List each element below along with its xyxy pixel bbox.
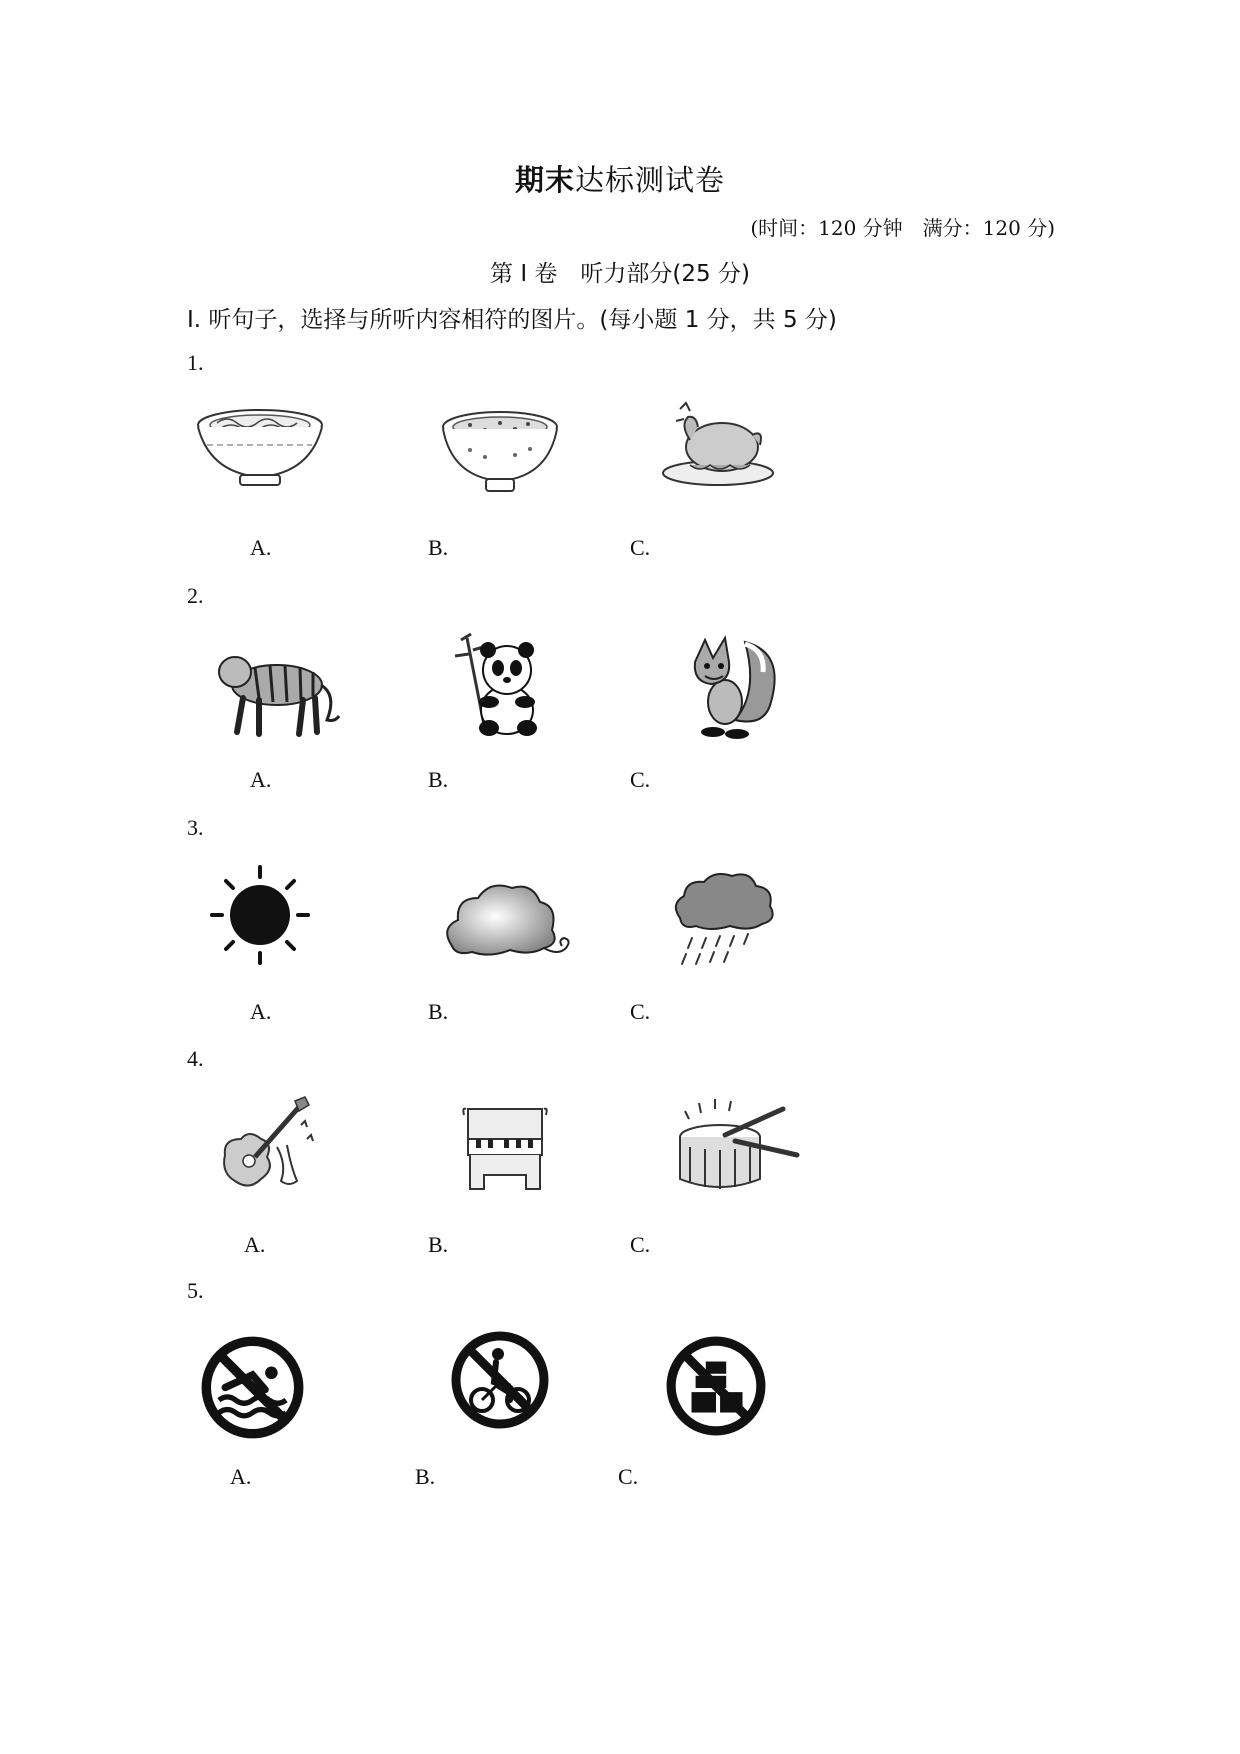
no-stacking-icon bbox=[665, 1335, 767, 1437]
drum-icon bbox=[675, 1095, 800, 1200]
section-instruction: I. 听句子，选择与所听内容相符的图片。(每小题 1 分，共 5 分) bbox=[187, 307, 837, 333]
question-number: 4. bbox=[187, 1046, 204, 1071]
panda-icon bbox=[445, 630, 555, 742]
option-label: B. bbox=[415, 1464, 436, 1489]
option-label: A. bbox=[230, 1464, 252, 1489]
roast-chicken-icon bbox=[660, 395, 775, 490]
cloud-icon bbox=[440, 878, 580, 963]
option-label: C. bbox=[630, 1232, 651, 1257]
question-number: 5. bbox=[187, 1278, 204, 1303]
no-cycling-icon bbox=[450, 1330, 550, 1430]
soup-bowl-icon bbox=[440, 405, 560, 495]
page-title-rest: 达标测试卷 bbox=[575, 163, 726, 197]
part-heading: 第 I 卷 听力部分(25 分) bbox=[490, 261, 750, 287]
noodle-bowl-icon bbox=[195, 405, 325, 490]
page-title bbox=[0, 158, 1240, 199]
sun-icon bbox=[210, 865, 310, 965]
exam-meta: (时间：120 分钟 满分：120 分) bbox=[750, 216, 1055, 240]
piano-icon bbox=[460, 1105, 550, 1195]
rain-cloud-icon bbox=[670, 870, 780, 970]
tiger-icon bbox=[215, 640, 345, 740]
option-label: B. bbox=[428, 535, 449, 560]
question-number: 1. bbox=[187, 350, 204, 375]
guitar-icon bbox=[215, 1095, 325, 1195]
page-title-bold: 期末 bbox=[514, 163, 575, 197]
option-label: C. bbox=[618, 1464, 639, 1489]
no-swimming-icon bbox=[200, 1335, 305, 1440]
option-label: A. bbox=[250, 535, 272, 560]
option-label: C. bbox=[630, 767, 651, 792]
option-label: B. bbox=[428, 767, 449, 792]
option-label: A. bbox=[250, 767, 272, 792]
question-number: 2. bbox=[187, 583, 204, 608]
option-label: B. bbox=[428, 999, 449, 1024]
option-label: C. bbox=[630, 999, 651, 1024]
option-label: A. bbox=[244, 1232, 266, 1257]
option-label: B. bbox=[428, 1232, 449, 1257]
option-label: C. bbox=[630, 535, 651, 560]
option-label: A. bbox=[250, 999, 272, 1024]
fox-icon bbox=[675, 632, 785, 742]
question-number: 3. bbox=[187, 815, 204, 840]
